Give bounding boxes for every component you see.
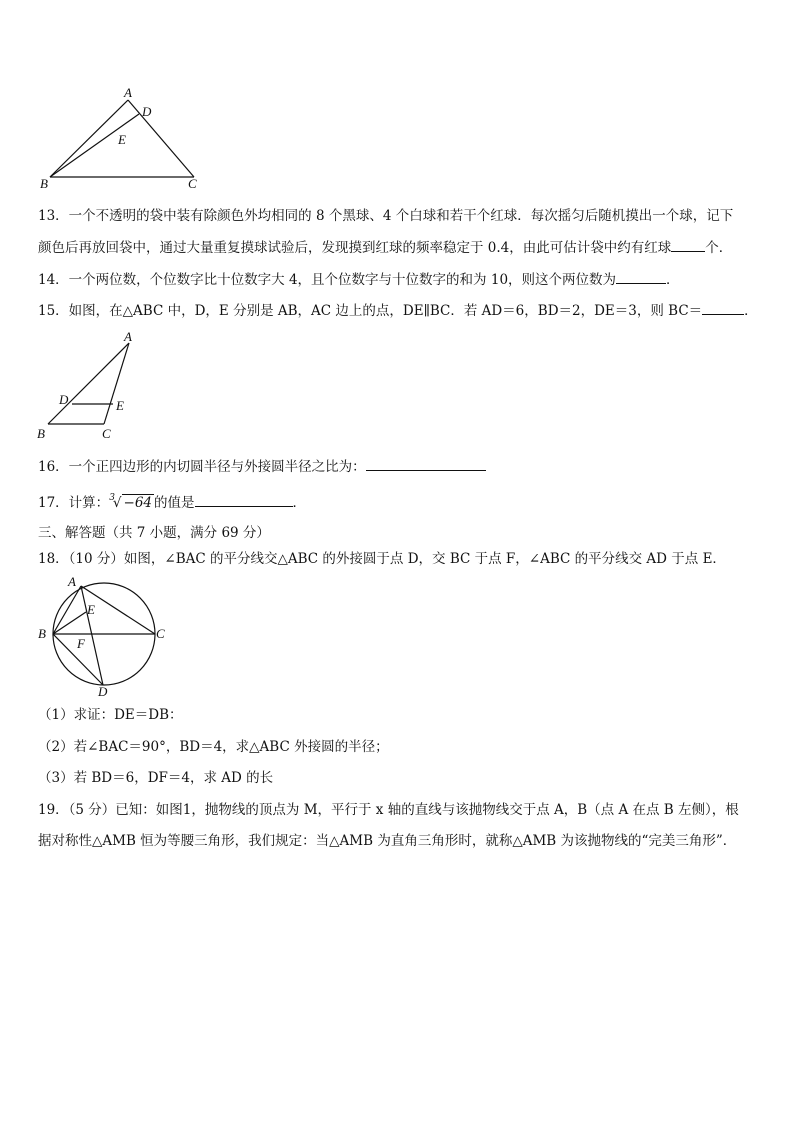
label-a: A	[68, 574, 76, 589]
question-15	[38, 300, 758, 321]
label-a: A	[124, 329, 132, 344]
question-14	[38, 269, 680, 290]
label-b: B	[37, 426, 45, 441]
answer-blank-13[interactable]	[671, 237, 705, 252]
question-19-line-2: 据对称性△AMB 恒为等腰三角形，我们规定：当△AMB 为直角三角形时，就称△AMB 为该抛物线的“完美三角形”．	[38, 833, 737, 849]
label-e: E	[116, 398, 124, 413]
answer-blank-15[interactable]	[702, 300, 744, 315]
question-17-mid: 的值是	[154, 495, 195, 511]
question-17-end: ．	[292, 495, 307, 511]
question-17-text: 17．计算：	[38, 495, 110, 511]
question-14-end: ．	[666, 272, 680, 288]
label-b: B	[38, 626, 46, 641]
figure-triangle-de-parallel-bc	[32, 328, 142, 444]
figure-triangle-abc-de	[36, 84, 206, 194]
question-18-part-1: （1）求证：DE＝DB：	[38, 707, 183, 723]
section-3-title: 三、解答题（共 7 小题，满分 69 分）	[38, 525, 270, 541]
label-e: E	[118, 132, 126, 147]
question-18-stem: 18．（10 分）如图，∠BAC 的平分线交△ABC 的外接圆于点 D，交 BC 于点 F，∠ABC 的平分线交 AD 于点 E．	[38, 551, 726, 567]
question-15-text: 15．如图，在△ABC 中，D，E 分别是 AB，AC 边上的点，DE∥BC．若 AD＝6，BD＝2，DE＝3，则 BC＝	[38, 303, 703, 319]
question-13-end: 个．	[705, 240, 733, 256]
question-16-text: 16．一个正四边形的内切圆半径与外接圆半径之比为：	[38, 459, 366, 475]
answer-blank-17[interactable]	[195, 492, 293, 507]
label-b: B	[40, 176, 48, 191]
label-c: C	[102, 426, 111, 441]
label-d: D	[59, 392, 69, 407]
answer-blank-16[interactable]	[366, 456, 486, 471]
label-f: F	[77, 636, 85, 651]
question-14-text: 14．一个两位数，个位数字比十位数字大 4，且个位数字与十位数字的和为 10，则这个两位数为	[38, 272, 617, 288]
question-18-part-3: （3）若 BD＝6，DF＝4，求 AD 的长	[38, 770, 274, 786]
question-13-text: 颜色后再放回袋中，通过大量重复摸球试验后，发现摸到红球的频率稳定于 0.4，由此可估计袋中约有红球	[38, 240, 672, 256]
label-c: C	[188, 176, 197, 191]
cube-root-expression: $^3$√ −64	[109, 493, 153, 511]
question-18-part-2: （2）若∠BAC＝90°，BD＝4，求△ABC 外接圆的半径；	[38, 739, 389, 755]
label-d: D	[142, 104, 152, 119]
label-d: D	[98, 684, 108, 698]
label-c: C	[156, 626, 165, 641]
figure-circle-triangle	[34, 574, 174, 698]
question-13-line-2	[38, 237, 732, 258]
question-19-line-1: 19．（5 分）已知：如图1，抛物线的顶点为 M，平行于 x 轴的直线与该抛物线交于点 A，B（点 A 在点 B 左侧），根	[38, 802, 739, 818]
question-17	[38, 492, 306, 515]
label-a: A	[124, 85, 132, 100]
question-15-end: ．	[744, 303, 758, 319]
question-13-line-1: 13．一个不透明的袋中装有除颜色外均相同的 8 个黑球、4 个白球和若干个红球．每次摇匀后随机摸出一个球，记下	[38, 208, 734, 224]
answer-blank-14[interactable]	[616, 269, 666, 284]
question-16	[38, 456, 486, 477]
label-e: E	[87, 602, 95, 617]
